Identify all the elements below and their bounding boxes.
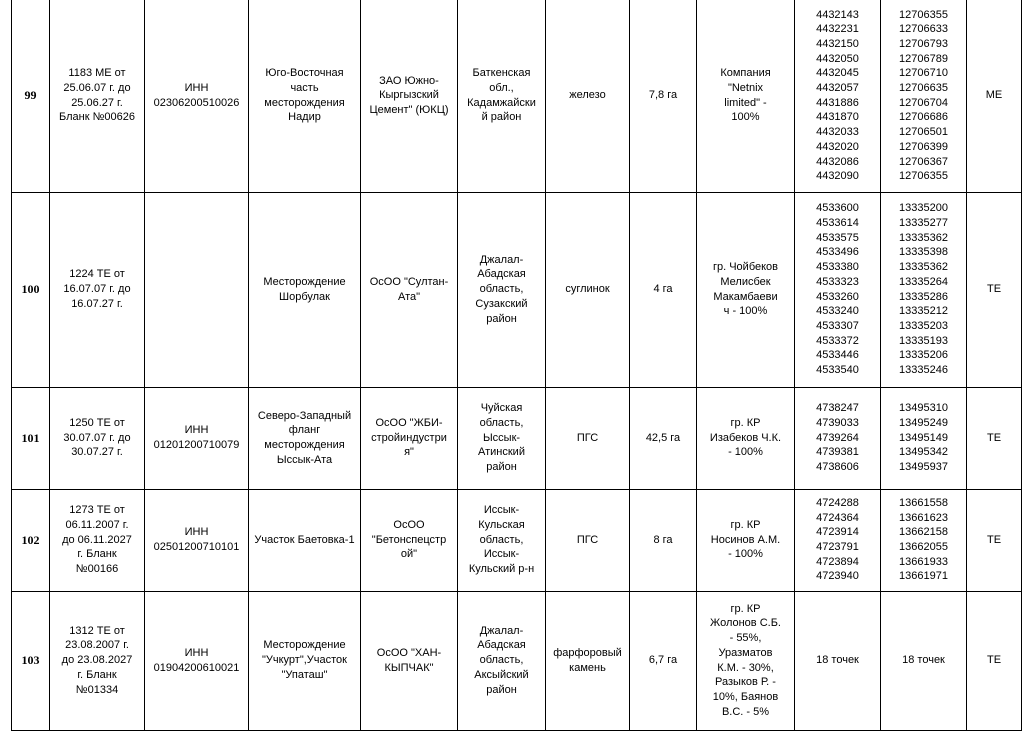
object-cell: Месторождение "Учкурт",Участок "Упаташ" [249,591,361,730]
location-cell: Джалал- Абадская область, Сузакский район [458,192,546,387]
area-cell: 6,7 га [630,591,697,730]
mineral-cell: фарфоровый камень [546,591,630,730]
area-cell: 7,8 га [630,0,697,192]
owner-cell: Компания "Netnix limited" - 100% [697,0,795,192]
row-number: 103 [12,591,50,730]
type-cell: ТЕ [967,387,1022,489]
area-cell: 8 га [630,489,697,591]
company-cell: ЗАО Южно- Кыргызский Цемент" (ЮКЦ) [361,0,458,192]
object-cell: Юго-Восточная часть месторождения Надир [249,0,361,192]
table-row [12,192,1022,387]
row-number: 101 [12,387,50,489]
y-coordinates-cell: 18 точек [881,591,967,730]
type-cell: МЕ [967,0,1022,192]
x-coordinates-cell: 4724288 4724364 4723914 4723791 4723894 4723940 [795,489,881,591]
type-cell: ТЕ [967,591,1022,730]
type-cell: ТЕ [967,192,1022,387]
table-row [12,387,1022,489]
row-number: 99 [12,0,50,192]
type-cell: ТЕ [967,489,1022,591]
y-coordinates-cell: 12706355 12706633 12706793 12706789 12706710 12706635 12706704 12706686 12706501 12706399 12706367 12706355 [881,0,967,192]
owner-cell: гр. КР Носинов А.М. - 100% [697,489,795,591]
inn-cell [145,192,249,387]
mineral-cell: суглинок [546,192,630,387]
inn-cell: ИНН 01201200710079 [145,387,249,489]
x-coordinates-cell: 18 точек [795,591,881,730]
object-cell: Северо-Западный фланг месторождения Ыссык-Ата [249,387,361,489]
x-coordinates-cell: 4738247 4739033 4739264 4739381 4738606 [795,387,881,489]
area-cell: 4 га [630,192,697,387]
owner-cell: гр. КР Изабеков Ч.К. - 100% [697,387,795,489]
location-cell: Баткенская обл., Кадамжайски й район [458,0,546,192]
y-coordinates-cell: 13495310 13495249 13495149 13495342 13495937 [881,387,967,489]
mineral-cell: железо [546,0,630,192]
mineral-cell: ПГС [546,387,630,489]
license-cell: 1312 ТЕ от 23.08.2007 г. до 23.08.2027 г. Бланк №01334 [50,591,145,730]
location-cell: Чуйская область, Ыссык- Атинский район [458,387,546,489]
y-coordinates-cell: 13335200 13335277 13335362 13335398 13335362 13335264 13335286 13335212 13335203 13335193 13335206 13335246 [881,192,967,387]
owner-cell: гр. КР Жолонов С.Б. - 55%, Уразматов К.М. - 30%, Разыков Р. - 10%, Баянов В.С. - 5% [697,591,795,730]
location-cell: Иссык- Кульская область, Иссык- Кульский р-н [458,489,546,591]
table-row [12,591,1022,730]
location-cell: Джалал- Абадская область, Аксыйский район [458,591,546,730]
company-cell: ОсОО "Султан- Ата" [361,192,458,387]
license-cell: 1250 ТЕ от 30.07.07 г. до 30.07.27 г. [50,387,145,489]
license-table [11,0,1022,731]
row-number: 100 [12,192,50,387]
area-cell: 42,5 га [630,387,697,489]
inn-cell: ИНН 01904200610021 [145,591,249,730]
table-row [12,0,1022,192]
x-coordinates-cell: 4533600 4533614 4533575 4533496 4533380 4533323 4533260 4533240 4533307 4533372 4533446 4533540 [795,192,881,387]
object-cell: Участок Баетовка-1 [249,489,361,591]
y-coordinates-cell: 13661558 13661623 13662158 13662055 13661933 13661971 [881,489,967,591]
license-cell: 1273 ТЕ от 06.11.2007 г. до 06.11.2027 г. Бланк №00166 [50,489,145,591]
x-coordinates-cell: 4432143 4432231 4432150 4432050 4432045 4432057 4431886 4431870 4432033 4432020 4432086 4432090 [795,0,881,192]
row-number: 102 [12,489,50,591]
license-cell: 1224 ТЕ от 16.07.07 г. до 16.07.27 г. [50,192,145,387]
company-cell: ОсОО "ХАН- КЫПЧАК" [361,591,458,730]
table-row [12,489,1022,591]
company-cell: ОсОО "ЖБИ- стройиндустри я" [361,387,458,489]
owner-cell: гр. Чойбеков Мелисбек Макамбаеви ч - 100% [697,192,795,387]
inn-cell: ИНН 02501200710101 [145,489,249,591]
object-cell: Месторождение Шорбулак [249,192,361,387]
inn-cell: ИНН 02306200510026 [145,0,249,192]
company-cell: ОсОО "Бетонспецстр ой" [361,489,458,591]
license-cell: 1183 МЕ от 25.06.07 г. до 25.06.27 г. Бланк №00626 [50,0,145,192]
mineral-cell: ПГС [546,489,630,591]
